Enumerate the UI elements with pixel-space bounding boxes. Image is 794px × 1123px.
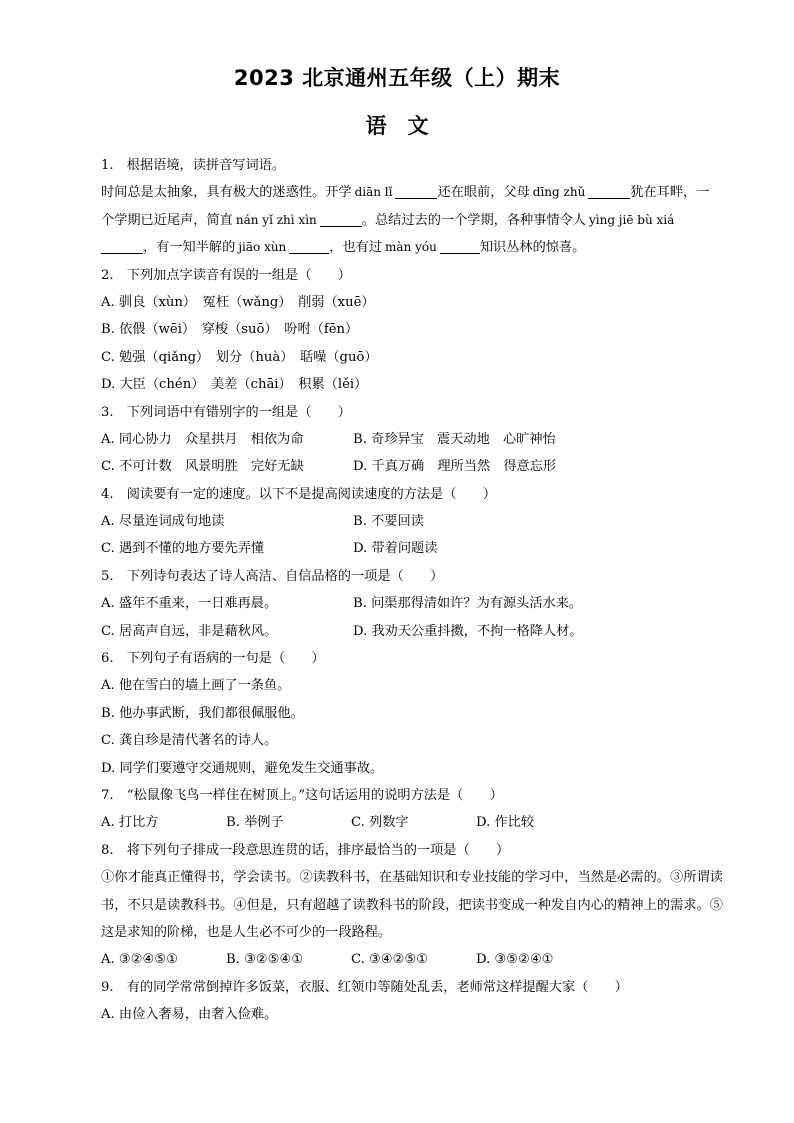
- q1-text: 犹在耳畔，一: [630, 185, 710, 201]
- q5-options-row-2: [101, 618, 723, 645]
- q1-text: 还在眼前，父母: [437, 185, 530, 201]
- q3-options-row-1: [101, 426, 723, 453]
- q3-stem: 3. 下列词语中有错别字的一组是（ ）: [101, 404, 351, 420]
- q3-option-b[interactable]: B. 奇珍异宝 震天动地 心旷神怡: [353, 431, 556, 447]
- q6-option-d[interactable]: D. 同学们要遵守交通规则，避免发生交通事故。: [101, 760, 384, 776]
- q6-option-c[interactable]: C. 龚自珍是清代著名的诗人。: [101, 733, 278, 749]
- subject-heading: 语 文: [365, 114, 429, 138]
- q4-options-row-2: [101, 535, 723, 562]
- q4-option-d[interactable]: D. 带着问题读: [353, 541, 438, 557]
- q4-option-c[interactable]: C. 遇到不懂的地方要先弄懂: [101, 541, 265, 557]
- q2-option-b[interactable]: B. 依偎（wēi） 穿梭（suō） 吩咐（fēn）: [101, 322, 359, 338]
- q8-stem: 8. 将下列句子排成一段意思连贯的话，排序最恰当的一项是（ ）: [101, 842, 510, 858]
- q9-option-a[interactable]: A. 由俭入奢易，由奢入俭难。: [101, 1007, 278, 1023]
- q2-option-c[interactable]: C. 勉强（qiǎng） 划分（huà） 聒噪（guō）: [101, 349, 378, 365]
- answer-blank[interactable]: [395, 182, 437, 199]
- q1-text: 。总结过去的一个学期，各种事情令人: [361, 212, 586, 228]
- q8-options-row: [101, 946, 723, 973]
- q1-text: 个学期已近尾声，简直: [101, 212, 233, 228]
- q4-option-a[interactable]: A. 尽量连词成句地读: [101, 514, 225, 530]
- q5-option-a[interactable]: A. 盛年不重来，一日难再晨。: [101, 596, 278, 612]
- q5-stem: 5. 下列诗句表达了诗人高洁、自信品格的一项是（ ）: [101, 568, 444, 584]
- pinyin-hint: dīng zhǔ: [532, 185, 586, 200]
- q1-text: 时间总是太抽象，具有极大的迷惑性。开学: [101, 185, 352, 201]
- pinyin-hint: màn yóu: [385, 240, 437, 255]
- q5-option-c[interactable]: C. 居高声自远，非是藉秋风。: [101, 623, 278, 639]
- q6-option-a[interactable]: A. 他在雪白的墙上画了一条鱼。: [101, 678, 291, 694]
- q3-option-a[interactable]: A. 同心协力 众星拱月 相依为命: [101, 431, 304, 447]
- q8-passage: ①你才能真正懂得书，学会读书。②读教科书，在基础知识和专业技能的学习中，当然是必需的。③所谓读书，不只是读教科书。④但是，只有超越了读教科书的阶段，把读书变成一种发自内心的精神上的需求。⑤这是求知的阶梯，也是人生必不可少的一段路程。: [101, 870, 723, 940]
- answer-blank[interactable]: [440, 237, 480, 254]
- q9-stem: 9. 有的同学常常倒掉许多饭菜，衣服、红领巾等随处乱丢，老师常这样提醒大家（ ）: [101, 979, 628, 995]
- q3-option-c[interactable]: C. 不可计数 风景明胜 完好无缺: [101, 459, 304, 475]
- q8-option-c[interactable]: C. ③④②⑤①: [351, 952, 429, 968]
- q7-option-c[interactable]: C. 列数字: [351, 815, 409, 831]
- q3-options-row-2: [101, 453, 723, 480]
- q8-option-a[interactable]: A. ③②④⑤①: [101, 952, 179, 968]
- q2-option-d[interactable]: D. 大臣（chén） 美差（chāi） 积累（lěi）: [101, 377, 368, 393]
- q1-stem: 1. 根据语境，读拼音写词语。: [101, 158, 286, 173]
- pinyin-hint: yìng jiē bù xiá: [588, 212, 675, 227]
- q1-text: 知识丛林的惊喜。: [479, 240, 586, 256]
- q3-option-d[interactable]: D. 千真万确 理所当然 得意忘形: [353, 459, 557, 475]
- q8-option-d[interactable]: D. ③⑤②④①: [476, 952, 554, 968]
- q7-stem: 7. “松鼠像飞鸟一样住在树顶上。”这句话运用的说明方法是（ ）: [101, 787, 503, 803]
- pinyin-hint: nán yǐ zhì xìn: [235, 212, 317, 227]
- q2-option-a[interactable]: A. 驯良（xùn） 冤枉（wǎng） 削弱（xuē）: [101, 294, 375, 310]
- q4-stem: 4. 阅读要有一定的速度。以下不是提高阅读速度的方法是（ ）: [101, 486, 497, 502]
- q6-stem: 6. 下列句子有语病的一句是（ ）: [101, 651, 325, 667]
- q5-options-row-1: [101, 590, 723, 617]
- q7-option-a[interactable]: A. 打比方: [101, 815, 159, 831]
- q4-options-row-1: [101, 508, 723, 535]
- answer-blank[interactable]: [320, 210, 362, 227]
- q1-line-2: [101, 207, 723, 234]
- q1-text: ，也有过: [329, 240, 383, 256]
- q2-stem: 2. 下列加点字读音有误的一组是（ ）: [101, 267, 351, 283]
- answer-blank[interactable]: [289, 237, 329, 254]
- q6-option-b[interactable]: B. 他办事武断，我们都很佩服他。: [101, 705, 304, 721]
- q7-option-d[interactable]: D. 作比较: [476, 815, 535, 831]
- answer-blank[interactable]: [588, 182, 630, 199]
- answer-blank[interactable]: [101, 237, 143, 254]
- page-title: 2023 北京通州五年级（上）期末: [233, 66, 561, 90]
- q8-option-b[interactable]: B. ③②⑤④①: [226, 952, 304, 968]
- q7-options-row: [101, 809, 723, 836]
- pinyin-hint: jiāo xùn: [238, 240, 287, 255]
- q4-option-b[interactable]: B. 不要回读: [353, 514, 424, 530]
- q5-option-b[interactable]: B. 问渠那得清如许？为有源头活水来。: [353, 596, 583, 612]
- q7-option-b[interactable]: B. 举例子: [226, 815, 284, 831]
- pinyin-hint: diān lǐ: [354, 185, 393, 200]
- q1-line-1: [101, 179, 723, 206]
- q1-line-3: [101, 234, 723, 261]
- q5-option-d[interactable]: D. 我劝天公重抖擞，不拘一格降人材。: [353, 623, 583, 639]
- q1-text: ，有一知半解的: [143, 240, 236, 256]
- question-list: [101, 152, 723, 1029]
